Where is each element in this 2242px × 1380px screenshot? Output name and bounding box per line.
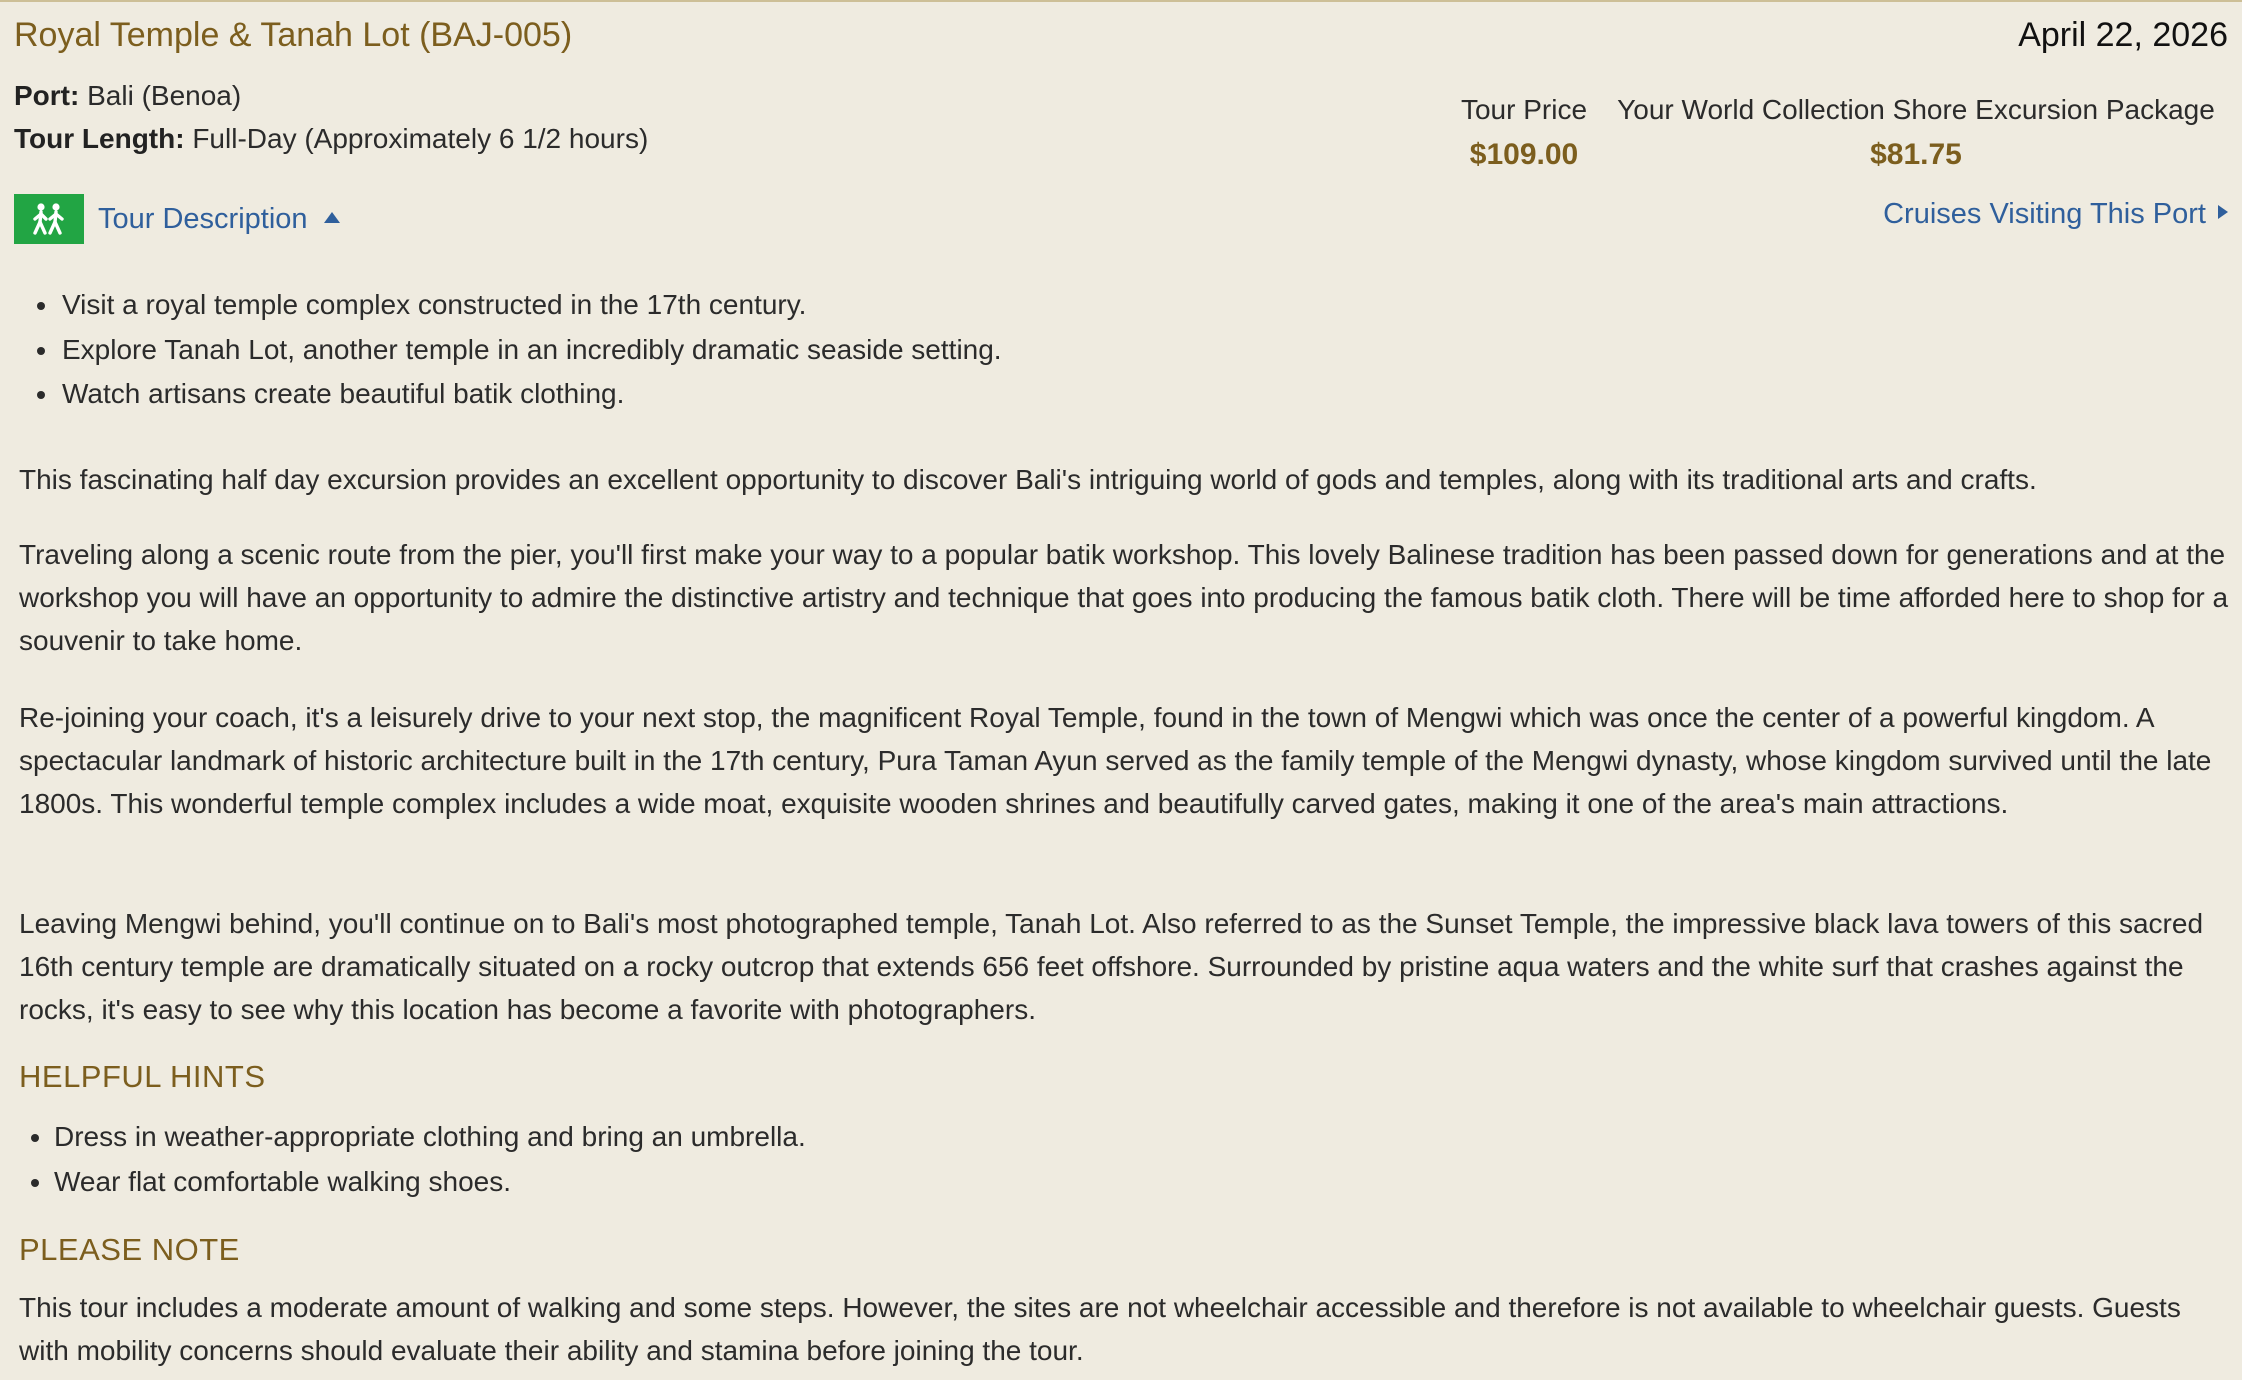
port-label: Port: [14,80,80,111]
list-item: • Dress in weather-appropriate clothing and bring an umbrella. [54,1115,806,1160]
description-paragraph: This fascinating half day excursion provides an excellent opportunity to discover Bali's intriguing world of gods and temples, along with its traditional arts and crafts. [19,464,2037,495]
tour-description-toggle[interactable] [14,193,340,245]
cruises-visiting-port-link[interactable] [1883,198,2228,231]
list-item: • Watch artisans create beautiful batik clothing. [60,372,1002,417]
description-paragraph: Re-joining your coach, it's a leisurely drive to your next stop, the magnificent Royal Temple, found in the town of Mengwi which was once the center of a powerful kingdom. A spectacular landmark of historic architecture built in the 17th century, Pura Taman Ayun served as the family temple of the Mengwi dynasty, whose kingdom survived until the late 1800s. This wonderful temple complex includes a wide moat, exquisite wooden shrines and beautifully carved gates, making it one of the area's main attractions. [19,702,2212,819]
tour-price-value: $109.00 [1469,138,1579,171]
tour-description-label: Tour Description [98,202,308,235]
tour-highlights-list [44,283,1002,417]
caret-up-icon [324,212,340,223]
list-item: • Visit a royal temple complex constructed in the 17th century. [60,283,1002,328]
tour-detail-panel [14,2,2228,1378]
list-item: • Wear flat comfortable walking shoes. [54,1160,806,1205]
tour-price-label: Tour Price [1460,94,1588,125]
cruises-link-label: Cruises Visiting This Port [1883,198,2206,230]
helpful-hints-heading: HELPFUL HINTS [19,1059,266,1094]
list-item: • Explore Tanah Lot, another temple in an incredibly dramatic seaside setting. [60,328,1002,373]
port-value: Bali (Benoa) [87,80,242,111]
tour-length-info [14,123,648,155]
port-info [14,80,241,112]
package-price-value: $81.75 [1870,138,1962,171]
tour-length-label: Tour Length: [14,123,185,154]
tour-length-value: Full-Day (Approximately 6 1/2 hours) [192,123,649,154]
tour-price-column [1444,94,1604,172]
description-paragraph: Leaving Mengwi behind, you'll continue on to Bali's most photographed temple, Tanah Lot. Also referred to as the Sunset Temple, the impressive black lava towers of this sacred 16th century temple are dramatically situated on a rocky outcrop that extends 656 feet offshore. Surrounded by pristine aqua waters and the white surf that crashes against the rocks, it's easy to see why this location has become a favorite with photographers. [19,908,2204,1025]
tour-date: April 22, 2026 [2018,16,2228,54]
package-price-label: Your World Collection Shore Excursion Package [1617,94,2215,125]
caret-right-icon [2218,205,2228,219]
description-paragraph: Traveling along a scenic route from the pier, you'll first make your way to a popular batik workshop. This lovely Balinese tradition has been passed down for generations and at the workshop you will have an opportunity to admire the distinctive artistry and technique that goes into producing the famous batik cloth. There will be time afforded here to shop for a souvenir to take home. [19,539,2229,656]
helpful-hints-list [38,1115,806,1204]
walking-people-icon [14,194,84,244]
tour-title: Royal Temple & Tanah Lot (BAJ-005) [14,16,573,54]
package-price-column [1604,94,2228,172]
please-note-text: This tour includes a moderate amount of walking and some steps. However, the sites are not wheelchair accessible and therefore is not available to wheelchair guests. Guests with mobility concerns should evaluate their ability and stamina before joining the tour. [19,1292,2181,1366]
please-note-heading: PLEASE NOTE [19,1232,240,1267]
